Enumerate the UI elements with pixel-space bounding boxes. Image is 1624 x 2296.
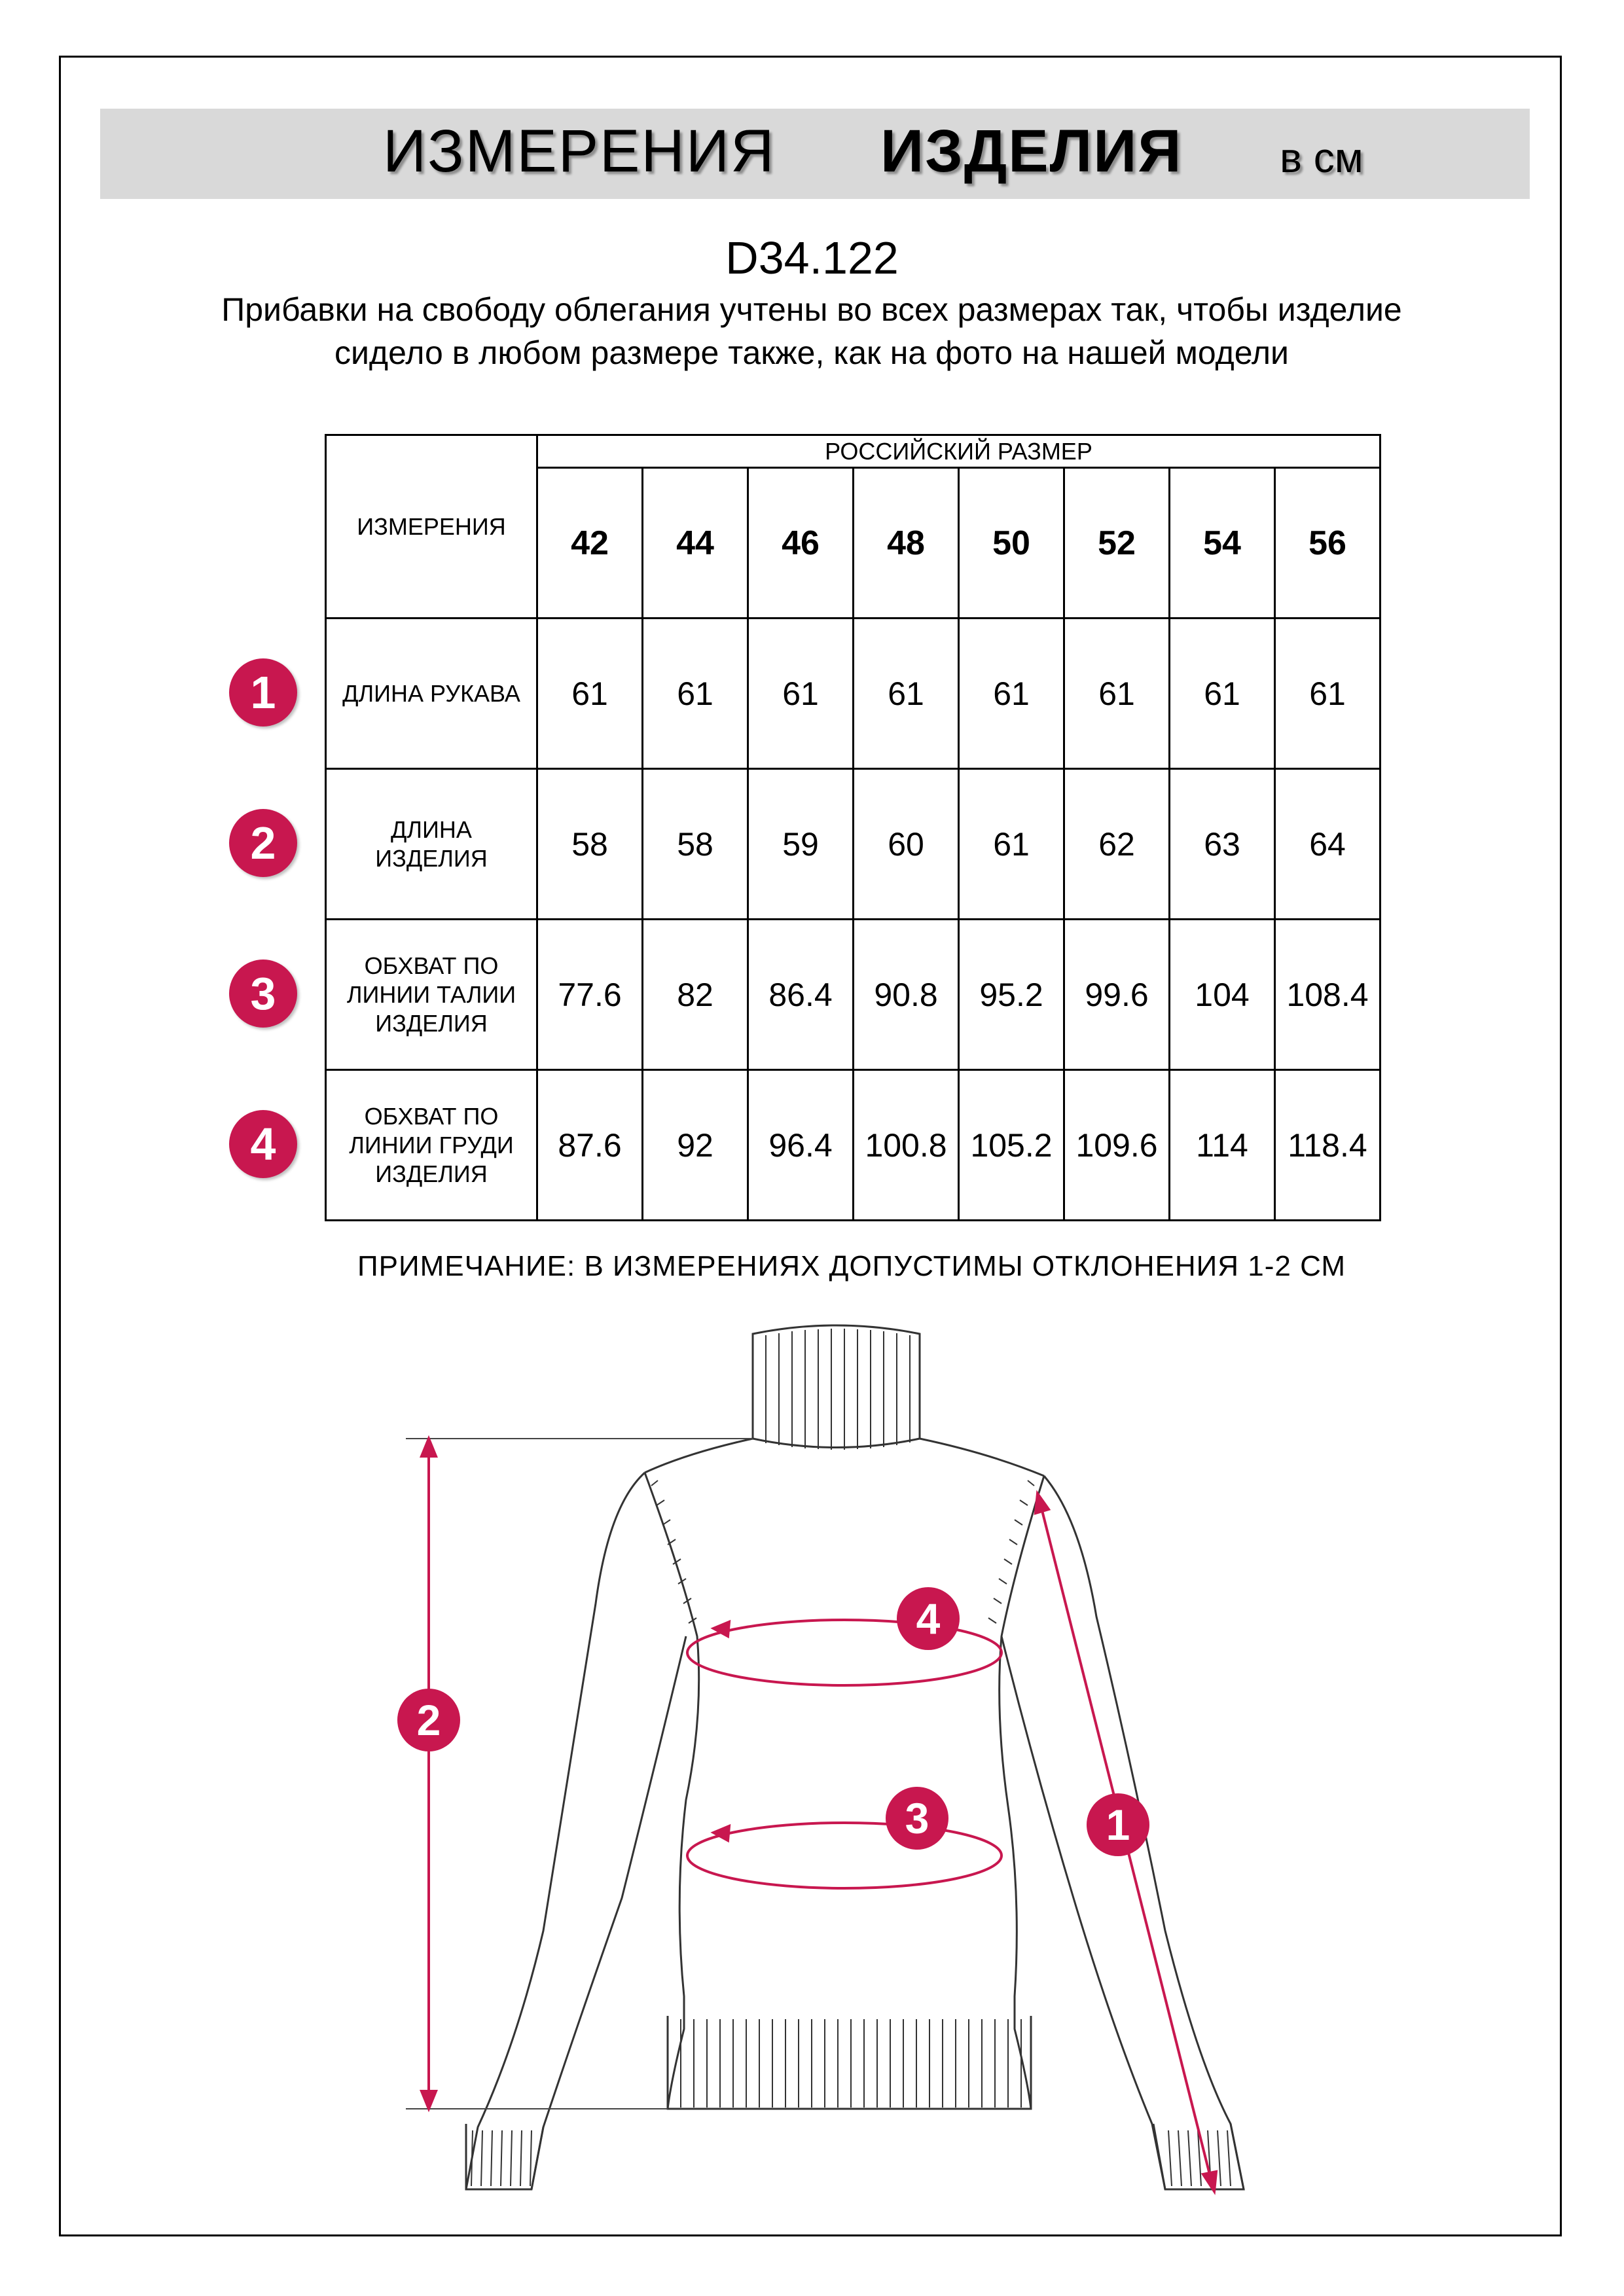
diagram-marker-1: 1 [1087, 1793, 1149, 1856]
row-label-line: ОБХВАТ ПО [364, 952, 499, 979]
row-label [326, 769, 537, 920]
value-cell: 86.4 [748, 920, 854, 1070]
value-cell: 63 [1170, 769, 1275, 920]
row-marker-4: 4 [229, 1110, 297, 1178]
value-cell: 96.4 [748, 1070, 854, 1221]
value-cell: 95.2 [959, 920, 1064, 1070]
value-cell: 90.8 [854, 920, 959, 1070]
size-header-50: 50 [959, 468, 1064, 619]
size-header-56: 56 [1275, 468, 1380, 619]
value-cell: 100.8 [854, 1070, 959, 1221]
value-cell: 62 [1064, 769, 1170, 920]
table-row [326, 1070, 1380, 1221]
row-label-line: ОБХВАТ ПО [364, 1102, 499, 1130]
size-header-54: 54 [1170, 468, 1275, 619]
row-marker-1: 1 [229, 658, 297, 726]
row-label-line: ДЛИНА [391, 816, 472, 843]
value-cell: 104 [1170, 920, 1275, 1070]
size-header-46: 46 [748, 468, 854, 619]
title-product: ИЗДЕЛИЯ [880, 118, 1183, 185]
value-cell: 108.4 [1275, 920, 1380, 1070]
value-cell: 61 [643, 619, 748, 769]
table-row [326, 920, 1380, 1070]
row-label-line: ИЗДЕЛИЯ [375, 1160, 488, 1187]
value-cell: 61 [537, 619, 643, 769]
value-cell: 61 [748, 619, 854, 769]
value-cell: 82 [643, 920, 748, 1070]
value-cell: 61 [1064, 619, 1170, 769]
row-label [326, 619, 537, 769]
value-cell: 87.6 [537, 1070, 643, 1221]
value-cell: 61 [1275, 619, 1380, 769]
value-cell: 59 [748, 769, 854, 920]
diagram-marker-4: 4 [897, 1587, 960, 1650]
measurements-header: ИЗМЕРЕНИЯ [326, 435, 537, 619]
value-cell: 118.4 [1275, 1070, 1380, 1221]
value-cell: 61 [1170, 619, 1275, 769]
row-label-line: ИЗДЕЛИЯ [375, 1009, 488, 1037]
value-cell: 99.6 [1064, 920, 1170, 1070]
row-marker-3: 3 [229, 960, 297, 1028]
row-label [326, 920, 537, 1070]
tolerance-note: ПРИМЕЧАНИЕ: В ИЗМЕРЕНИЯХ ДОПУСТИМЫ ОТКЛОНЕНИЯ 1-2 СМ [357, 1250, 1346, 1282]
value-cell: 92 [643, 1070, 748, 1221]
value-cell: 64 [1275, 769, 1380, 920]
size-table [325, 434, 1381, 1221]
fit-note: Прибавки на свободу облегания учтены во всех размерах так, чтобы изделие сидело в любом размере также, как на фото на нашей модели [221, 291, 1402, 371]
value-cell: 105.2 [959, 1070, 1064, 1221]
value-cell: 61 [854, 619, 959, 769]
value-cell: 58 [537, 769, 643, 920]
table-row [326, 619, 1380, 769]
table-row [326, 769, 1380, 920]
size-header-42: 42 [537, 468, 643, 619]
diagram-marker-2: 2 [397, 1689, 460, 1751]
value-cell: 114 [1170, 1070, 1275, 1221]
size-header-48: 48 [854, 468, 959, 619]
title-measurements: ИЗМЕРЕНИЯ [383, 118, 776, 185]
row-label-line: ЛИНИИ ТАЛИИ [346, 980, 516, 1008]
row-label-line: ИЗДЕЛИЯ [375, 844, 488, 872]
row-label [326, 1070, 537, 1221]
article-code: D34.122 [725, 232, 899, 283]
value-cell: 61 [959, 619, 1064, 769]
value-cell: 109.6 [1064, 1070, 1170, 1221]
row-label-line: ЛИНИИ ГРУДИ [349, 1131, 514, 1158]
diagram-marker-3: 3 [886, 1787, 948, 1850]
value-cell: 60 [854, 769, 959, 920]
size-header-52: 52 [1064, 468, 1170, 619]
row-label-line: ДЛИНА РУКАВА [342, 679, 520, 707]
value-cell: 61 [959, 769, 1064, 920]
row-marker-2: 2 [229, 809, 297, 877]
russian-size-header: РОССИЙСКИЙ РАЗМЕР [537, 435, 1380, 468]
size-header-44: 44 [643, 468, 748, 619]
value-cell: 77.6 [537, 920, 643, 1070]
title-unit: в см [1280, 134, 1363, 181]
value-cell: 58 [643, 769, 748, 920]
